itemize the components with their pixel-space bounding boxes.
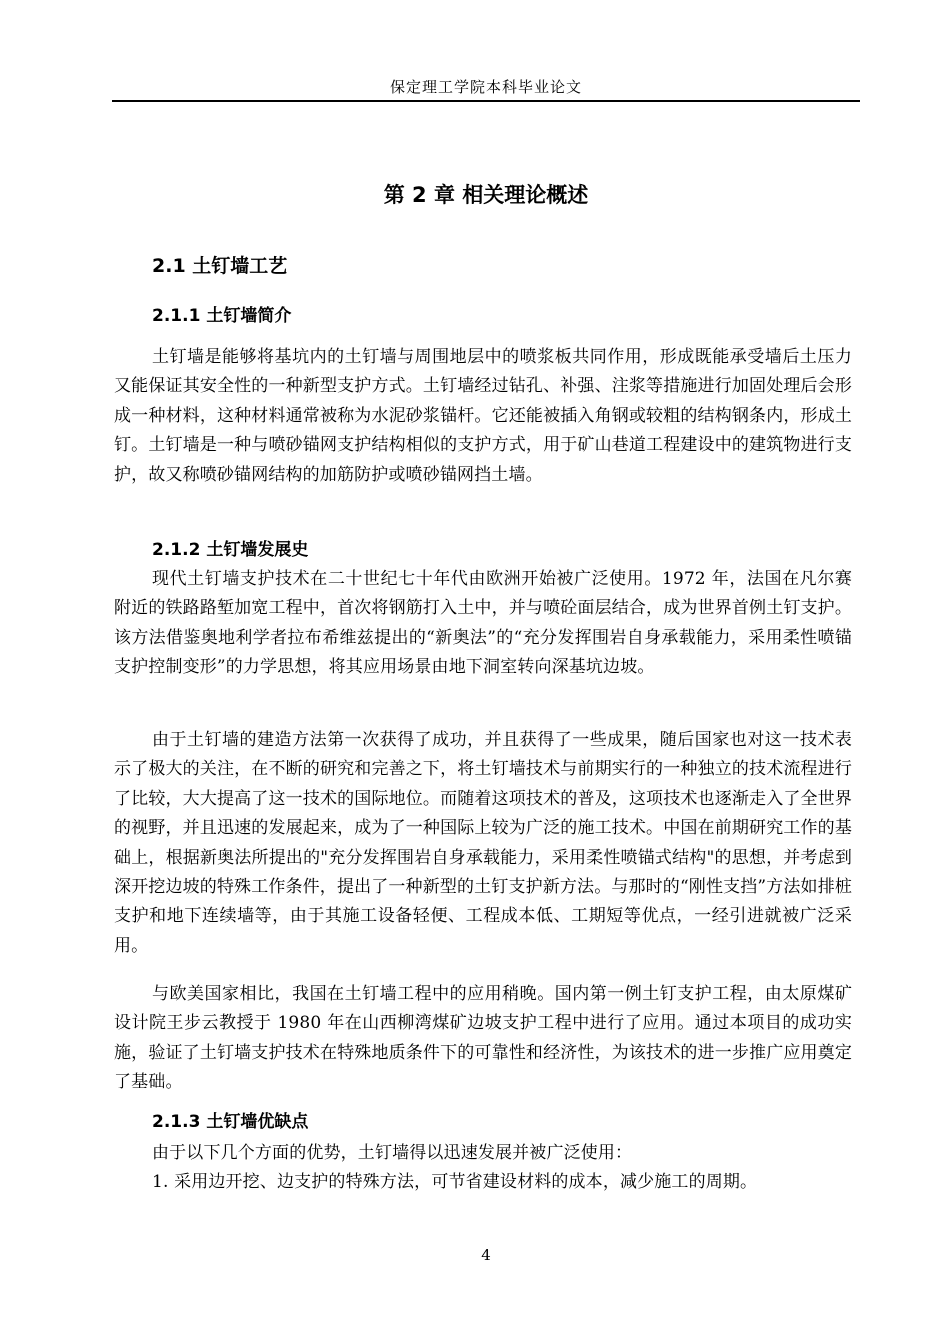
section-heading-2-1-1: 2.1.1 土钉墙简介 [152,306,292,326]
paragraph-intro: 土钉墙是能够将基坑内的土钉墙与周围地层中的喷浆板共同作用，形成既能承受墙后土压力又能保证其安全性的一种新型支护方式。土钉墙经过钻孔、补强、注浆等措施进行加固处理后会形成一种材料，这种材料通常被称为水泥砂浆锚杆。它还能被插入角钢或较粗的结构钢条内，形成土钉。土钉墙是一种与喷砂锚网支护结构相似的支护方式，用于矿山巷道工程建设中的建筑物进行支护，故又称喷砂锚网结构的加筋防护或喷砂锚网挡土墙。 [114,347,852,485]
paragraph-history-1: 现代土钉墙支护技术在二十世纪七十年代由欧洲开始被广泛使用。1972 年，法国在凡尔赛附近的铁路路堑加宽工程中，首次将钢筋打入土中，并与喷砼面层结合，成为世界首例土钉支护。该方法借鉴奥地利学者拉布希维兹提出的“新奥法”的“充分发挥围岩自身承载能力，采用柔性喷锚支护控制变形”的力学思想，将其应用场景由地下洞室转向深基坑边坡。 [114,569,852,678]
page-number: 4 [481,1246,491,1264]
header-divider [112,100,860,102]
paragraph-advantages-intro: 由于以下几个方面的优势，土钉墙得以迅速发展并被广泛使用： [152,1143,633,1163]
chapter-title: 第 2 章 相关理论概述 [383,183,589,207]
section-heading-2-1: 2.1 土钉墙工艺 [152,255,288,277]
section-heading-2-1-2: 2.1.2 土钉墙发展史 [152,540,309,560]
running-header: 保定理工学院本科毕业论文 [389,78,582,96]
paragraph-history-3: 与欧美国家相比，我国在土钉墙工程中的应用稍晚。国内第一例土钉支护工程，由太原煤矿设计院王步云教授于 1980 年在山西柳湾煤矿边坡支护工程中进行了应用。通过本项目的成功实施，验证了土钉墙支护技术在特殊地质条件下的可靠性和经济性，为该技术的进一步推广应用奠定了基础。 [114,984,852,1093]
list-item-advantage-1: 1. 采用边开挖、边支护的特殊方法，可节省建设材料的成本，减少施工的周期。 [152,1172,758,1192]
section-heading-2-1-3: 2.1.3 土钉墙优缺点 [152,1112,309,1132]
paragraph-history-2: 由于土钉墙的建造方法第一次获得了成功，并且获得了一些成果，随后国家也对这一技术表示了极大的关注，在不断的研究和完善之下，将土钉墙技术与前期实行的一种独立的技术流程进行了比较，大大提高了这一技术的国际地位。而随着这项技术的普及，这项技术也逐渐走入了全世界的视野，并且迅速的发展起来，成为了一种国际上较为广泛的施工技术。中国在前期研究工作的基础上，根据新奥法所提出的"充分发挥围岩自身承载能力，采用柔性喷锚式结构"的思想，并考虑到深开挖边坡的特殊工作条件，提出了一种新型的土钉支护新方法。与那时的“刚性支挡”方法如排桩支护和地下连续墙等，由于其施工设备轻便、工程成本低、工期短等优点，一经引进就被广泛采用。 [114,730,852,956]
